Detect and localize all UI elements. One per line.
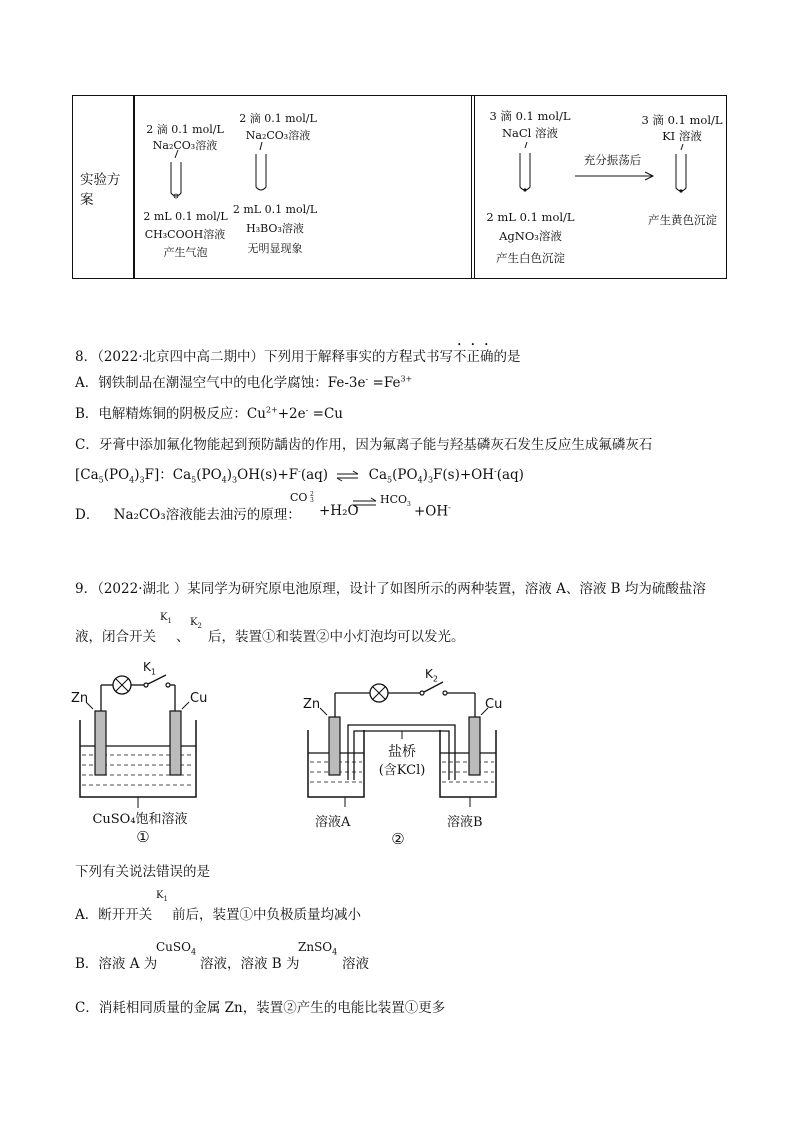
right-tube2-reagent-bottom: KI 溶液 xyxy=(662,129,702,143)
q9-stem-line2-end: 后，装置①和装置②中小灯泡均可以发光。 xyxy=(208,629,465,645)
formula-part: OH(s)+F xyxy=(237,467,299,483)
superscript: - xyxy=(448,503,451,512)
q8-option-c-line1: C．牙膏中添加氟化物能起到预防龋齿的作用，因为氟离子能与羟基磷灰石发生反应生成氟磷灰石 xyxy=(75,437,653,453)
subscript: 5 xyxy=(98,475,104,485)
q8-stem-prefix: 8．（2022·北京四中高二期中）下列用于解释事实的方程式书写 xyxy=(75,349,453,365)
k-label: K xyxy=(425,667,433,681)
subscript: 2 xyxy=(432,674,438,684)
fig2-number: ② xyxy=(391,830,405,848)
fig1-number: ① xyxy=(136,828,150,846)
formula-part: [Ca xyxy=(75,467,99,483)
left-tube2-result: 无明显现象 xyxy=(247,242,303,255)
left-tube1-reagent-bottom: Na₂CO₃溶液 xyxy=(152,139,218,152)
fig2-bridge-label-2: (含KCl) xyxy=(378,763,426,778)
option-d-label: D． xyxy=(75,507,100,523)
subscript: 4 xyxy=(190,947,197,957)
q9-option-b-znso4 xyxy=(298,940,337,956)
option-a-text: A．钢铁制品在潮湿空气中的电化学腐蚀：Fe-3e xyxy=(75,375,366,391)
formula-part: Ca xyxy=(368,467,388,483)
cu-electrode xyxy=(469,717,480,775)
superscript: - xyxy=(494,466,497,476)
q9-option-a xyxy=(75,903,152,923)
fig1-cu-label: Cu xyxy=(190,691,208,706)
formula-znso4: ZnSO xyxy=(298,940,333,954)
formula-oh: +OH xyxy=(414,503,449,520)
subscript: 3 xyxy=(139,475,145,485)
option-b-mid: +2e xyxy=(277,406,306,422)
co3-charge: 2 3 xyxy=(310,491,314,504)
subscript: 4 xyxy=(332,947,338,957)
subscript: 5 xyxy=(387,475,393,485)
k-label: K xyxy=(160,612,168,623)
row-label: 实验方案 xyxy=(80,172,121,208)
switch-icon xyxy=(144,683,148,687)
q8-option-d-h2o: +H₂O xyxy=(319,503,359,519)
fig2-cu-label: Cu xyxy=(485,697,503,712)
test-tube-icon xyxy=(520,142,530,192)
formula-part: ) xyxy=(226,467,233,483)
q8-stem xyxy=(75,341,521,365)
subscript: 4 xyxy=(417,475,423,485)
switch-k2-label xyxy=(190,617,202,630)
option-d-text: Na₂CO₃溶液能去油污的原理： xyxy=(113,507,301,523)
q9-stem-line2 xyxy=(75,625,156,645)
arrow-right-icon xyxy=(575,172,653,180)
subscript: 2 xyxy=(197,622,202,630)
left-tube2-reagent-bottom: Na₂CO₃溶液 xyxy=(245,129,311,142)
q8-option-d-hco3: $HCO_3$ xyxy=(380,493,411,509)
q9-option-b: B．溶液 A 为 xyxy=(75,956,158,972)
k-label: K xyxy=(143,660,151,674)
superscript: 3+ xyxy=(400,374,413,384)
q8-option-d-equation xyxy=(290,491,307,504)
formula-co3: CO xyxy=(290,491,308,504)
right-tube1-base-bottom: AgNO₃溶液 xyxy=(499,229,562,243)
q8-option-d-oh xyxy=(414,503,451,520)
cu-electrode xyxy=(170,711,181,775)
left-tube1-reagent-top: 2 滴 0.1 mol/L xyxy=(146,123,224,136)
option-b-text: B．电解精炼铜的阴极反应：Cu xyxy=(75,406,266,422)
formula-part: ) xyxy=(134,467,140,483)
arrow-label: 充分振荡后 xyxy=(583,153,642,167)
left-tube1-base-top: 2 mL 0.1 mol/L xyxy=(143,210,228,223)
subscript: 4 xyxy=(221,475,227,485)
test-tube-icon xyxy=(676,144,686,193)
left-tube2-base-top: 2 mL 0.1 mol/L xyxy=(232,203,318,216)
q9-option-b-end: 溶液 xyxy=(342,956,369,972)
fig1-zn-label: Zn xyxy=(71,691,89,706)
fig2-zn-label: Zn xyxy=(303,697,321,712)
formula-cuso4: CuSO xyxy=(156,940,191,954)
k-label: K xyxy=(190,617,198,628)
q9-option-b-mid: 溶液，溶液 B 为 xyxy=(200,956,300,972)
formula-part: (PO xyxy=(103,467,130,483)
option-b-end: =Cu xyxy=(308,406,343,422)
subscript: 3 xyxy=(427,475,434,485)
formula-part: F(s)+OH xyxy=(433,467,495,483)
switch-icon xyxy=(420,691,424,695)
q8-stem-suffix: 的是 xyxy=(493,349,521,365)
left-tube1-result: 产生气泡 xyxy=(163,246,208,259)
formula-part: (aq) xyxy=(300,467,329,483)
fig2-switch-label xyxy=(425,667,438,683)
test-tube-icon xyxy=(171,150,181,198)
right-tube1-reagent-bottom: NaCl 溶液 xyxy=(501,126,559,140)
formula-part: F]：Ca xyxy=(144,467,192,483)
q8-stem-emph: 不正确 xyxy=(453,349,494,365)
table-drawings xyxy=(0,0,800,300)
subscript: 4 xyxy=(129,475,135,485)
superscript: 2+ xyxy=(265,405,278,415)
q9-option-a-end: 前后，装置①中负极质量均减小 xyxy=(172,907,361,923)
left-tube1-base-bottom: CH₃COOH溶液 xyxy=(144,228,226,241)
q8-option-a xyxy=(75,371,412,391)
option-a-text: A．断开开关 xyxy=(75,907,153,923)
option-a-mid: =Fe xyxy=(368,375,401,391)
subscript: 1 xyxy=(167,617,172,625)
superscript: - xyxy=(298,466,301,476)
superscript: - xyxy=(305,405,309,415)
stem-separator: 、 xyxy=(176,629,190,645)
formula-part: ) xyxy=(422,467,428,483)
left-tube2-base-bottom: H₃BO₃溶液 xyxy=(246,222,304,235)
stem-text: 液，闭合开关 xyxy=(75,629,156,645)
fig2-solution-a: 溶液A xyxy=(315,815,351,830)
zn-electrode xyxy=(95,711,106,775)
q8-option-c-line2 xyxy=(75,463,524,485)
q9-lead: 下列有关说法错误的是 xyxy=(75,864,210,880)
fig1-solution-label: CuSO₄饱和溶液 xyxy=(92,812,188,827)
subscript: 3 xyxy=(232,475,238,485)
equilibrium-arrow-icon xyxy=(336,470,360,482)
test-tube-icon xyxy=(256,142,266,190)
q9-stem-line1: 9．（2022·湖北 ）某同学为研究原电池原理，设计了如图所示的两种装置，溶液 A、溶液 B 均为硫酸盐溶 xyxy=(75,581,706,597)
formula-part: (PO xyxy=(196,467,222,483)
subscript: 5 xyxy=(191,475,197,485)
right-tube1-result: 产生白色沉淀 xyxy=(496,251,565,265)
q9-option-b-cuso4 xyxy=(156,940,196,956)
q9-option-c: C．消耗相同质量的金属 Zn，装置②产生的电能比装置①更多 xyxy=(75,1000,446,1016)
q8-option-b xyxy=(75,402,343,422)
right-tube1-reagent-top: 3 滴 0.1 mol/L xyxy=(489,109,571,123)
equilibrium-arrow-icon xyxy=(352,497,378,509)
subscript: 1 xyxy=(150,667,156,677)
k-label: K xyxy=(156,890,164,901)
formula-part: (aq) xyxy=(496,467,524,483)
switch-k1-label xyxy=(160,612,172,625)
fig2-solution-b: 溶液B xyxy=(447,815,483,830)
right-tube1-base-top: 2 mL 0.1 mol/L xyxy=(486,210,575,224)
right-tube2-reagent-top: 3 滴 0.1 mol/L xyxy=(641,113,723,127)
q8-option-d xyxy=(75,503,301,523)
zn-electrode xyxy=(329,717,340,775)
formula-part: (PO xyxy=(392,467,418,483)
subscript: 1 xyxy=(163,895,168,903)
q9-option-a-k1 xyxy=(156,890,168,903)
right-tube2-result: 产生黄色沉淀 xyxy=(648,213,717,227)
left-tube2-reagent-top: 2 滴 0.1 mol/L xyxy=(239,112,317,125)
fig1-switch-label xyxy=(143,660,156,676)
superscript: - xyxy=(365,374,369,384)
formula-hco3: HCO xyxy=(380,493,408,506)
fig2-bridge-label-1: 盐桥 xyxy=(388,744,416,760)
